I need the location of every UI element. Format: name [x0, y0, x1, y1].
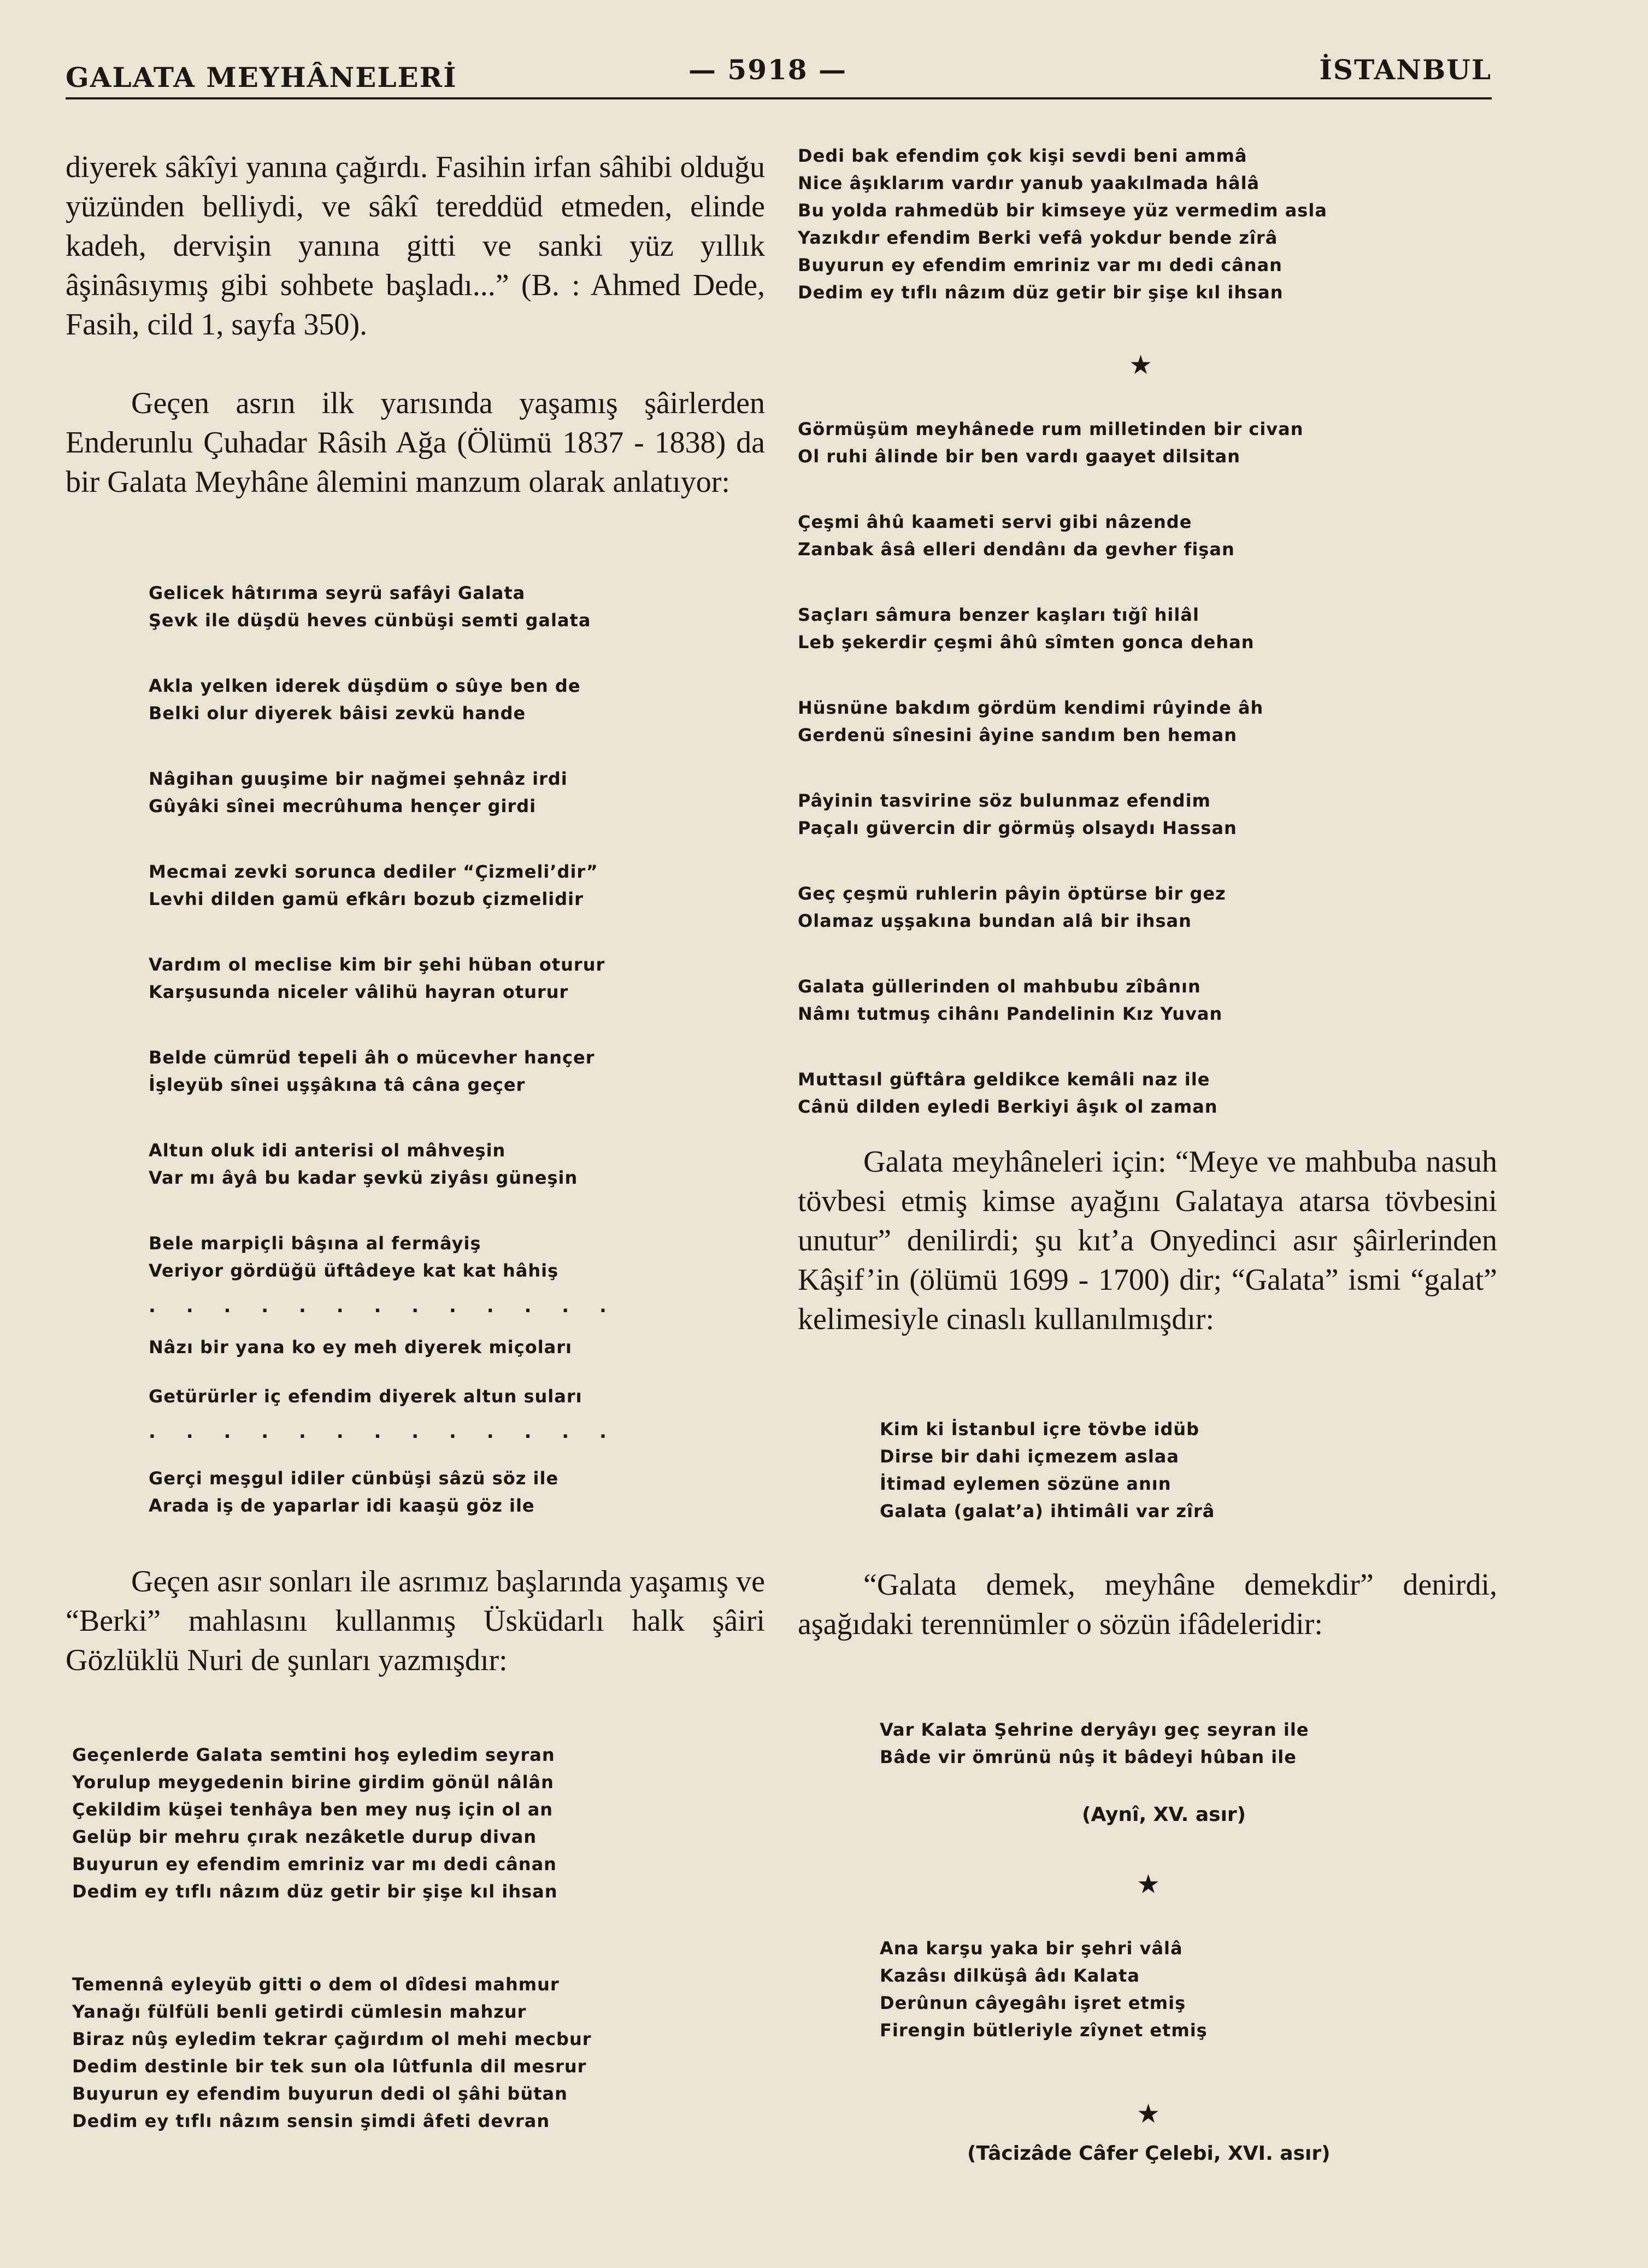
paragraph-berki-intro: Geçen asır sonları ile asrımız başlarında yaşamış ve “Berki” mahlasını kullanmış Üsküdarlı halk şâiri Gözlüklü Nuri de şunları yazmışdır:: [66, 1565, 765, 1677]
verse-line: Gerdenü sînesini âyine sandım ben heman: [798, 725, 1238, 745]
verse-line: Saçları sâmura benzer kaşları tığî hilâl: [798, 604, 1199, 625]
verse-line: Biraz nûş eyledim tekrar çağırdım ol mehi mecbur: [72, 2029, 592, 2049]
verse-line: Dedim destinle bir tek sun ola lûtfunla dil mesrur: [72, 2056, 587, 2077]
verse-line: Var mı âyâ bu kadar şevkü ziyâsı güneşin: [149, 1167, 578, 1188]
verse-line: Gelicek hâtırıma seyrü safâyi Galata: [149, 583, 526, 603]
verse-line: Görmüşüm meyhânede rum milletinden bir civan: [798, 419, 1304, 439]
verse-line: Arada iş de yaparlar idi kaaşü göz ile: [149, 1495, 535, 1516]
verse-line: Bele marpiçli bâşına al fermâyiş: [149, 1233, 481, 1254]
poem-berki-stanza-2: [72, 1971, 592, 2135]
verse-line: İşleyüb sînei uşşâkına tâ câna geçer: [149, 1074, 526, 1095]
verse-line: Geç çeşmü ruhlerin pâyin öptürse bir gez: [798, 883, 1226, 904]
verse-line: Galata güllerinden ol mahbubu zîbânın: [798, 976, 1201, 997]
verse-line: Ana karşu yaka bir şehri vâlâ: [880, 1938, 1183, 1959]
verse-line: Levhi dilden gamü efkârı bozub çizmelidir: [149, 889, 584, 909]
page-number: — 5918 —: [688, 54, 847, 86]
paragraph-rasih-intro: Geçen asrın ilk yarısında yaşamış şâirlerden Enderunlu Çuhadar Râsih Ağa (Ölümü 1837 - 1838) da bir Galata Meyhâne âlemini manzum olarak anlatıyor:: [66, 386, 765, 499]
poem-kalata: [880, 1716, 1309, 1771]
star-ornament: ★: [1137, 1869, 1161, 1900]
ellipsis-dots-2: . . . . . . . . . . . . .: [149, 1421, 619, 1443]
verse-line: Çekildim küşei tenhâya ben mey nuş için ol an: [72, 1799, 554, 1820]
verse-line: Nâmı tutmuş cihânı Pandelinin Kız Yuvan: [798, 1003, 1223, 1024]
header-rule: [66, 97, 1492, 99]
poem-rasih: [149, 579, 605, 1284]
verse-line: Nâzı bir yana ko ey meh diyerek miçoları: [149, 1337, 573, 1358]
paragraph-galata-demek: “Galata demek, meyhâne demekdir” denirdi, aşağıdaki terennümler o sözün ifâdeleridir:: [798, 1568, 1497, 1641]
verse-line: Geçenlerde Galata semtini hoş eyledim seyran: [72, 1744, 555, 1765]
verse-line: Muttasıl güftâra geldikce kemâli naz ile: [798, 1069, 1210, 1090]
source-attribution: (Aynî, XV. asır): [1082, 1803, 1246, 1826]
verse-line: Şevk ile düşdü heves cünbüşi semti galata: [149, 610, 591, 631]
verse-line: Derûnun câyegâhı işret etmiş: [880, 1993, 1186, 2013]
verse-line: Mecmai zevki sorunca dediler “Çizmeli’dir”: [149, 861, 598, 882]
poem-kasif: [880, 1415, 1215, 1525]
poem-ana-karsu: [880, 1935, 1208, 2044]
verse-line: Temennâ eyleyüb gitti o dem ol dîdesi mahmur: [72, 1974, 560, 1995]
verse-line: Galata (galat’a) ihtimâli var zîrâ: [880, 1501, 1215, 1521]
verse-line: Hüsnüne bakdım gördüm kendimi rûyinde âh: [798, 697, 1264, 718]
verse-line: Olamaz uşşakına bundan alâ bir ihsan: [798, 910, 1192, 931]
verse-line: Belki olur diyerek bâisi zevkü hande: [149, 703, 526, 724]
verse-line: Dirse bir dahi içmezem aslaa: [880, 1446, 1179, 1467]
verse-line: Bu yolda rahmedüb bir kimseye yüz vermedim asla: [798, 200, 1327, 221]
star-ornament: ★: [1129, 350, 1153, 380]
verse-line: Bâde vir ömrünü nûş it bâdeyi hûban ile: [880, 1747, 1297, 1767]
verse-line: Firengin bütleriyle zîynet etmiş: [880, 2020, 1208, 2041]
verse-line: Zanbak âsâ elleri dendânı da gevher fişan: [798, 539, 1235, 560]
header-title: GALATA MEYHÂNELERİ: [66, 61, 457, 93]
verse-line: Nice âşıklarım vardır yanub yaakılmada hâlâ: [798, 173, 1260, 193]
verse-line-getirurler: [149, 1383, 582, 1410]
running-header: [66, 50, 1492, 99]
verse-line: Gerçi meşgul idiler cünbüşi sâzü söz ile: [149, 1468, 559, 1489]
intro-paragraph: diyerek sâkîyi yanına çağırdı. Fasihin irfan sâhibi olduğu yüzünden belliydi, ve sâkî tereddüd etmeden, elinde kadeh, dervişin yanına gitti ve sanki yüz yıllık âşinâsıymış gibi sohbete başladı...” (B. : Ahmed Dede, Fasih, cild 1, sayfa 350).: [66, 150, 765, 342]
verse-line: Veriyor gördüğü üftâdeye kat kat hâhiş: [149, 1260, 559, 1281]
verse-line: Akla yelken iderek düşdüm o sûye ben de: [149, 675, 581, 696]
verse-line: Dedim ey tıflı nâzım düz getir bir şişe kıl ihsan: [798, 282, 1284, 303]
verse-line: Nâgihan guuşime bir nağmei şehnâz irdi: [149, 768, 568, 789]
verse-line: Kazâsı dilküşâ âdı Kalata: [880, 1965, 1140, 1986]
verse-line: İtimad eylemen sözüne anın: [880, 1473, 1172, 1494]
verse-line: Gelüp bir mehru çırak nezâketle durup divan: [72, 1826, 537, 1847]
verse-line: Çeşmi âhû kaameti servi gibi nâzende: [798, 512, 1192, 532]
paragraph-kasif-intro: Galata meyhâneleri için: “Meye ve mahbuba nasuh tövbesi etmiş kimse ayağını Galataya atarsa tövbesini unutur” denilirdi; şu kıt’a Onyedinci asır şâirlerinden Kâşif’in (ölümü 1699 - 1700) dir; “Galata” ismi “galat” kelimesiyle cinaslı kullanılmışdır:: [798, 1145, 1497, 1336]
verse-line: Karşusunda niceler vâlihü hayran oturur: [149, 982, 569, 1002]
star-ornament: ★: [1137, 2099, 1161, 2129]
poem-berki-stanza-3: [798, 142, 1327, 306]
ellipsis-dots: . . . . . . . . . . . . .: [149, 1295, 619, 1317]
verse-line: Buyurun ey efendim emriniz var mı dedi cânan: [798, 255, 1282, 275]
verse-line: Yanağı fülfüli benli getirdi cümlesin mahzur: [72, 2001, 527, 2022]
verse-line: Getürürler iç efendim diyerek altun suları: [149, 1386, 582, 1407]
header-section: İSTANBUL: [1319, 54, 1492, 86]
verse-line: Yorulup meygedenin birine girdim gönül nâlân: [72, 1772, 554, 1793]
verse-line: Var Kalata Şehrine deryâyı geç seyran ile: [880, 1719, 1309, 1740]
verse-line: Cânü dilden eyledi Berkiyi âşık ol zaman: [798, 1096, 1218, 1117]
verse-line: Buyurun ey efendim buyurun dedi ol şâhi bütan: [72, 2083, 568, 2104]
verse-line: Ol ruhi âlinde bir ben vardı gaayet dilsitan: [798, 446, 1241, 467]
verse-line: Buyurun ey efendim emriniz var mı dedi cânan: [72, 1854, 557, 1875]
closing-couplet: [149, 1465, 558, 1519]
verse-line: Belde cümrüd tepeli âh o mücevher hançer: [149, 1047, 595, 1068]
source-attribution: (Tâcizâde Câfer Çelebi, XVI. asır): [967, 2142, 1331, 2165]
verse-line: Paçalı güvercin dir görmüş olsaydı Hassan: [798, 818, 1237, 838]
verse-line: Dedi bak efendim çok kişi sevdi beni ammâ: [798, 145, 1247, 166]
verse-line: Vardım ol meclise kim bir şehi hüban oturur: [149, 954, 605, 975]
verse-line: Altun oluk idi anterisi ol mâhveşin: [149, 1140, 506, 1161]
verse-line: Pâyinin tasvirine söz bulunmaz efendim: [798, 790, 1211, 811]
verse-line: Dedim ey tıflı nâzım düz getir bir şişe kıl ihsan: [72, 1881, 558, 1902]
verse-line: Kim ki İstanbul içre tövbe idüb: [880, 1419, 1200, 1439]
verse-line: Gûyâki sînei mecrûhuma hençer girdi: [149, 796, 537, 816]
verse-line-mico: [149, 1333, 572, 1361]
poem-berki-stanza-1: [72, 1741, 558, 1905]
verse-line: Yazıkdır efendim Berki vefâ yokdur bende zîrâ: [798, 227, 1278, 248]
verse-line: Leb şekerdir çeşmi âhû sîmten gonca dehan: [798, 632, 1255, 653]
verse-line: Dedim ey tıflı nâzım sensin şimdi âfeti devran: [72, 2111, 550, 2131]
poem-rum: [798, 415, 1304, 1120]
